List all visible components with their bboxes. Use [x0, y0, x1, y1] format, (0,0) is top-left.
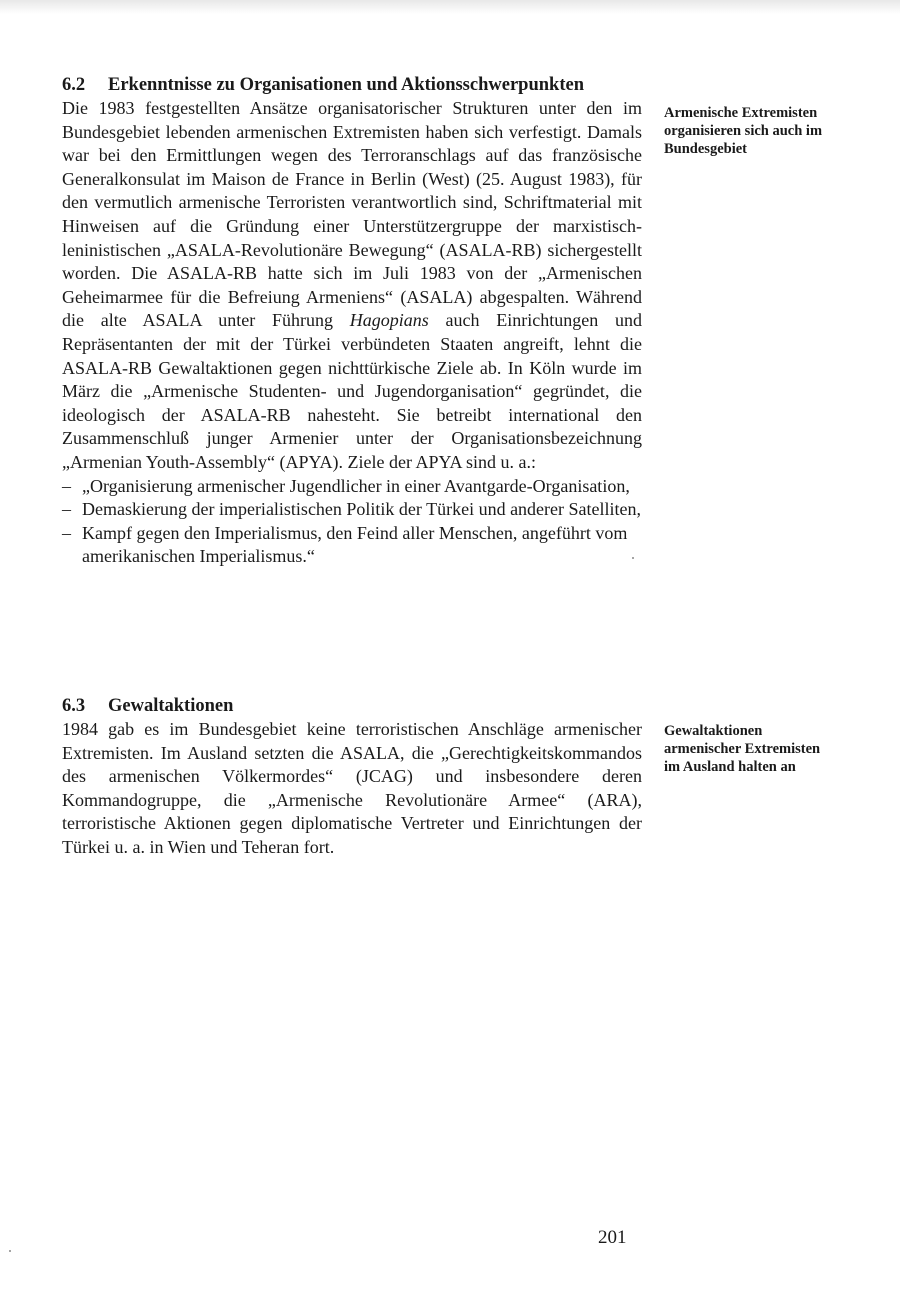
goals-list [62, 475, 642, 569]
section-heading-6-2 [62, 73, 642, 97]
list-dash: – [62, 475, 71, 496]
list-item-text: Demaskierung der imperialistischen Politik der Türkei und anderer Satelliten, [82, 499, 642, 520]
section-number: 6.2 [62, 75, 86, 95]
list-item-text: Kampf gegen den Imperialismus, den Feind aller Menschen, angeführt vom amerikanischen Imperialismus.“ [82, 522, 628, 567]
list-item [62, 522, 642, 569]
section-6-2 [62, 73, 642, 569]
paragraph-text-before: Die 1983 festgestellten Ansätze organisatorischer Strukturen unter den im Bundesgebiet lebenden armenischen Extremisten haben sich verfestigt. Damals war bei den Ermittlungen wegen des Terroranschlags auf das französische Generalkonsulat im Maison de France in Berlin (West) (25. August 1983), für den vermutlich armenische Terroristen verantwortlich sind, Schriftmaterial mit Hinweisen auf die Gründung einer Unterstützergruppe der marxistisch-leninistischen „ASALA-Revolutionäre Bewegung“ (ASALA-RB) sichergestellt worden. Die ASALA-RB hatte sich im Juli 1983 von der „Armenischen Geheimarmee für die Befreiung Armeniens“ (ASALA) abgespalten. Während die alte ASALA unter Führung [62, 98, 642, 331]
section-paragraph [62, 97, 642, 475]
section-number: 6.3 [62, 696, 86, 716]
list-dash: – [62, 522, 71, 543]
list-dash: – [62, 499, 71, 520]
section-title: Gewaltaktionen [108, 696, 234, 716]
paragraph-italic-name: Hagopians [349, 310, 429, 331]
list-item-text: „Organisierung armenischer Jugendlicher in einer Avantgarde-Organisation, [82, 475, 630, 496]
scan-speck [632, 557, 634, 559]
section-title: Erkenntnisse zu Organisationen und Aktionsschwerpunkten [108, 75, 584, 95]
section-6-3 [62, 694, 642, 860]
margin-note-6-3: Gewaltaktionen armenischer Extremisten im Ausland halten an [664, 723, 821, 775]
page-number: 201 [598, 1227, 627, 1248]
paragraph-text-after: auch Einrichtungen und Repräsentanten der mit der Türkei verbündeten Staaten angreift, lehnt die ASALA-RB Gewaltaktionen gegen nichttürkische Ziele ab. In Köln wurde im März die „Armenische Studenten- und Jugendorganisation“ gegründet, die ideologisch der ASALA-RB nahesteht. Sie betreibt international den Zusammenschluß junger Armenier unter der Organisationsbezeichnung „Armenian Youth-Assembly“ (APYA). Ziele der APYA sind u. a.: [62, 310, 643, 472]
list-item [62, 498, 642, 522]
section-heading-6-3 [62, 694, 642, 718]
section-paragraph: 1984 gab es im Bundesgebiet keine terroristischen Anschläge armenischer Extremisten. Im Ausland setzten die ASALA, die „Gerechtigkeitskommandos des armenischen Völkermordes“ (JCAG) und insbesondere deren Kommandogruppe, die „Armenische Revolutionäre Armee“ (ARA), terroristische Aktionen gegen diplomatische Vertreter und Einrichtungen der Türkei u. a. in Wien und Teheran fort. [62, 719, 642, 857]
scan-speck [9, 1250, 11, 1252]
list-item [62, 475, 642, 499]
scan-top-edge [0, 0, 900, 14]
margin-note-6-2: Armenische Extremisten organisieren sich auch im Bundesgebiet [664, 105, 823, 157]
